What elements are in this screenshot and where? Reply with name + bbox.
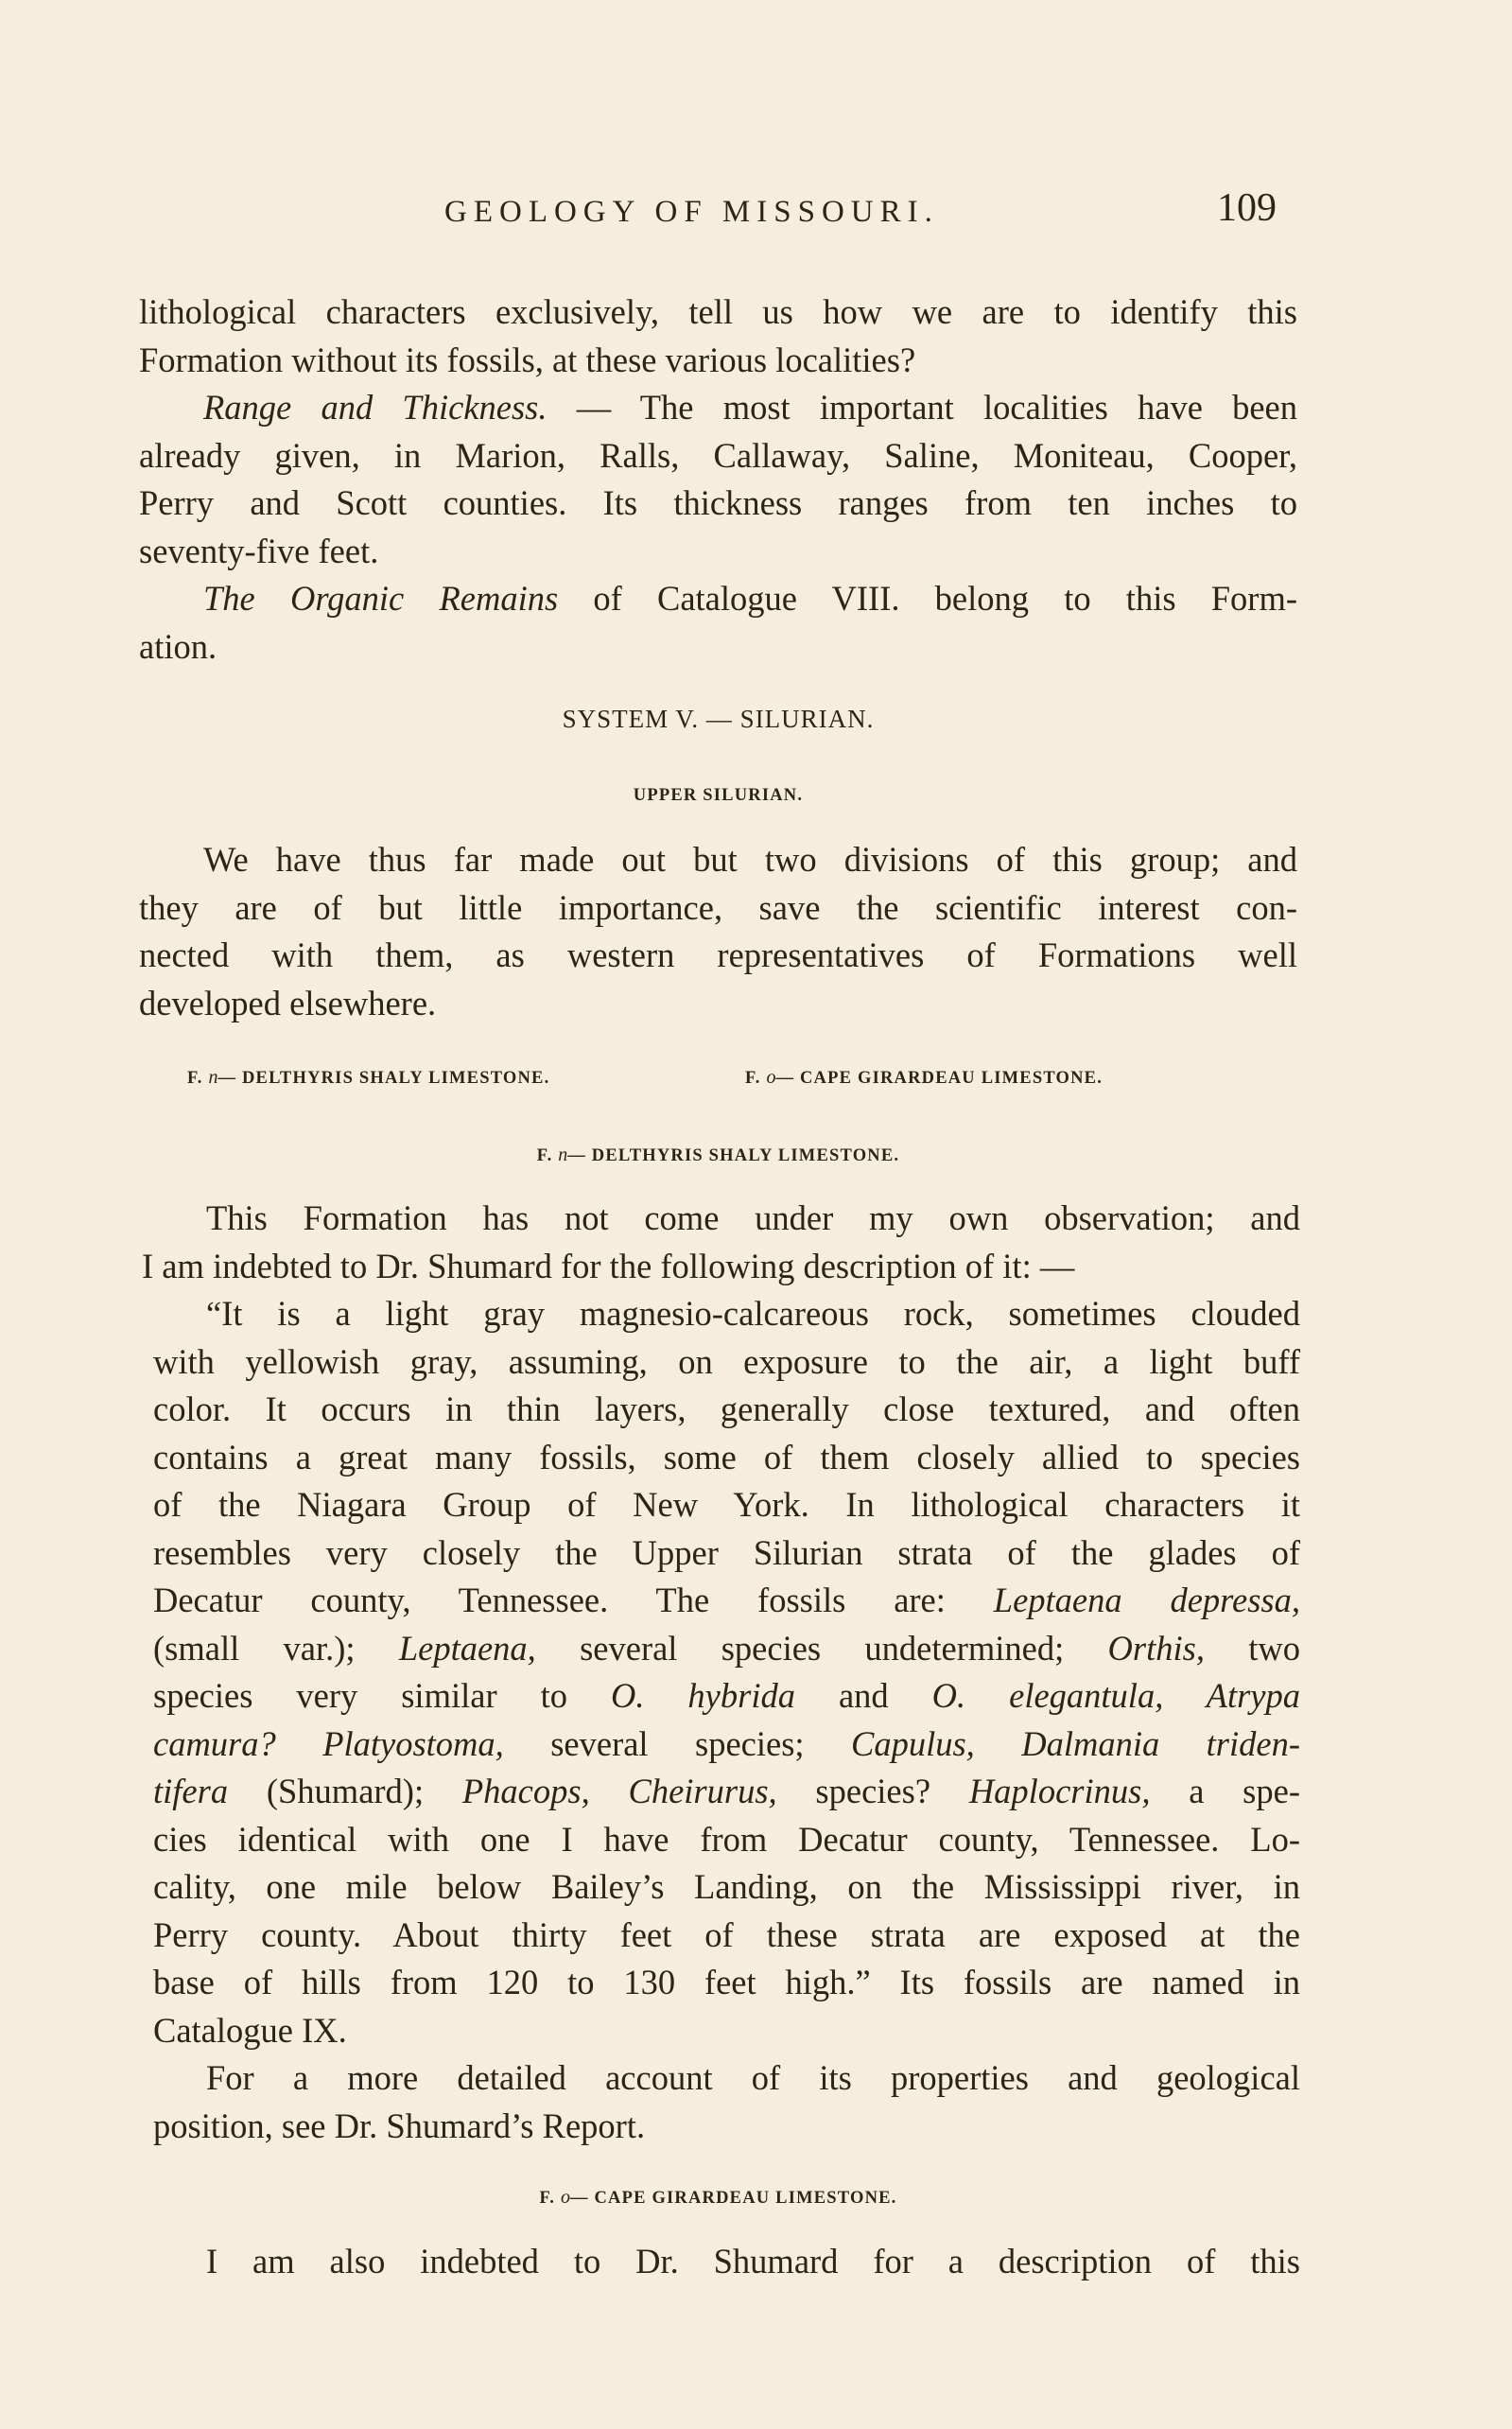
text-line: “It is a light gray magnesio-calcareous rock, sometimes clouded	[206, 1294, 1300, 1333]
paragraph-detailed-account	[142, 2054, 1300, 2150]
formation-delthyris	[187, 1067, 549, 1089]
text-line: nected with them, as western representatives of Formations well	[139, 935, 1297, 974]
text-run: two	[1204, 1628, 1301, 1668]
text-run: several species undetermined;	[535, 1628, 1108, 1668]
text-run: several species;	[503, 1723, 851, 1763]
taxon-name: Capulus, Dalmania triden-	[850, 1723, 1300, 1763]
system-heading: SYSTEM V. — SILURIAN.	[562, 705, 875, 733]
text-line: I am also indebted to Dr. Shumard for a description of this	[206, 2242, 1300, 2280]
italic-lead: Range and Thickness.	[203, 388, 547, 427]
formation-prefix: F.	[745, 1069, 761, 1088]
text-line	[139, 384, 1297, 432]
heading-upper-silurian	[139, 786, 1297, 806]
paragraph-cape-description	[142, 2238, 1300, 2286]
heading-letter: o	[560, 2187, 570, 2208]
text-run: and	[794, 1676, 932, 1715]
text-run: species?	[776, 1772, 969, 1810]
text-line: For a more detailed account of its properties and geological	[206, 2058, 1300, 2097]
heading-prefix: F.	[536, 1146, 553, 1165]
taxon-name: Orthis,	[1107, 1628, 1205, 1668]
formation-letter: n	[208, 1067, 218, 1088]
formation-list	[187, 1067, 1256, 1095]
text-line: with yellowish gray, assuming, on exposure to the air, a light buff	[153, 1341, 1300, 1381]
text-line: Catalogue IX.	[153, 2010, 347, 2050]
paragraph-observation	[142, 1195, 1300, 1290]
formation-cape-girardeau	[745, 1067, 1103, 1089]
text-run: (Shumard);	[228, 1772, 462, 1810]
text-line: We have thus far made out but two divisions of this group; and	[203, 840, 1297, 879]
italic-lead: The Organic Remains	[203, 579, 559, 618]
taxon-name: camura? Platyostoma,	[153, 1723, 504, 1763]
section-heading	[139, 1145, 1297, 1166]
shumard-quote	[142, 1290, 1300, 2054]
text-run: a spe-	[1150, 1772, 1300, 1810]
formation-name: — CAPE GIRARDEAU LIMESTONE.	[775, 1069, 1104, 1088]
text-line: I am indebted to Dr. Shumard for the following description of it: —	[142, 1246, 1075, 1285]
heading-letter: n	[558, 1145, 568, 1165]
page-header	[142, 185, 1286, 242]
text-run: species very similar to	[153, 1676, 611, 1715]
text-line	[142, 1625, 1300, 1673]
taxon-name: O. hybrida	[610, 1676, 795, 1715]
text-line: seventy-five feet.	[139, 531, 379, 570]
text-line: of the Niagara Group of New York. In lithological characters it	[153, 1485, 1300, 1524]
heading-delthyris	[139, 1145, 1297, 1166]
text-line: developed elsewhere.	[139, 983, 437, 1022]
heading-prefix: F.	[539, 2189, 556, 2208]
text-run: Decatur county, Tennessee. The fossils are:	[153, 1581, 994, 1619]
formation-name: — DELTHYRIS SHALY LIMESTONE.	[217, 1069, 550, 1088]
text-line: already given, in Marion, Ralls, Callaway, Saline, Moniteau, Cooper,	[139, 435, 1297, 475]
text-line	[142, 1672, 1300, 1721]
text-line: lithological characters exclusively, tell us how we are to identify this	[139, 292, 1297, 331]
text-line: contains a great many fossils, some of them closely allied to species	[153, 1437, 1300, 1477]
text-run: — The most important localities have been	[547, 388, 1297, 427]
formation-prefix: F.	[187, 1069, 203, 1088]
text-line: they are of but little importance, save the scientific interest con-	[139, 887, 1297, 927]
text-line: base of hills from 120 to 130 feet high.” Its fossils are named in	[153, 1963, 1300, 2001]
formation-letter: o	[766, 1067, 776, 1088]
text-line: resembles very closely the Upper Silurian strata of the glades of	[153, 1532, 1300, 1572]
text-run: of Catalogue VIII. belong to this Form-	[558, 579, 1297, 618]
text-line	[139, 575, 1297, 623]
heading-name: — DELTHYRIS SHALY LIMESTONE.	[567, 1146, 900, 1165]
paragraph-continuation	[139, 288, 1297, 384]
text-line: This Formation has not come under my own observation; and	[206, 1198, 1300, 1237]
taxon-name: Haplocrinus,	[968, 1772, 1151, 1810]
running-head: GEOLOGY OF MISSOURI.	[444, 195, 939, 229]
text-line	[142, 1721, 1300, 1769]
text-line: Perry and Scott counties. Its thickness ranges from ten inches to	[139, 483, 1297, 522]
text-line: color. It occurs in thin layers, generally close textured, and often	[153, 1389, 1300, 1428]
text-line: Formation without its fossils, at these various localities?	[139, 340, 916, 379]
paragraph-range-thickness	[139, 384, 1297, 575]
heading-cape-girardeau	[139, 2187, 1297, 2209]
text-line: cies identical with one I have from Decatur county, Tennessee. Lo-	[153, 1819, 1300, 1859]
taxon-name: O. elegantula, Atrypa	[931, 1676, 1300, 1715]
paragraph-divisions	[139, 836, 1297, 1027]
paragraph-organic-remains	[139, 575, 1297, 671]
taxon-name: Leptaena,	[398, 1628, 536, 1668]
text-line	[142, 1577, 1300, 1625]
heading-name: — CAPE GIRARDEAU LIMESTONE.	[569, 2189, 897, 2208]
taxon-name: tifera	[153, 1772, 229, 1810]
text-line	[142, 1768, 1300, 1816]
page-number: 109	[1217, 186, 1277, 230]
text-line: cality, one mile below Bailey’s Landing, on the Mississippi river, in	[153, 1867, 1300, 1906]
text-line: position, see Dr. Shumard’s Report.	[153, 2106, 646, 2145]
text-run: (small var.);	[153, 1628, 399, 1668]
upper-silurian-heading: UPPER SILURIAN.	[633, 786, 804, 805]
taxon-name: Leptaena depressa,	[993, 1581, 1300, 1619]
section-heading	[139, 2187, 1297, 2209]
taxon-name: Phacops, Cheirurus,	[461, 1772, 777, 1810]
text-line: Perry county. About thirty feet of these strata are exposed at the	[153, 1914, 1300, 1954]
text-line: ation.	[139, 626, 217, 666]
heading-system	[139, 705, 1297, 734]
